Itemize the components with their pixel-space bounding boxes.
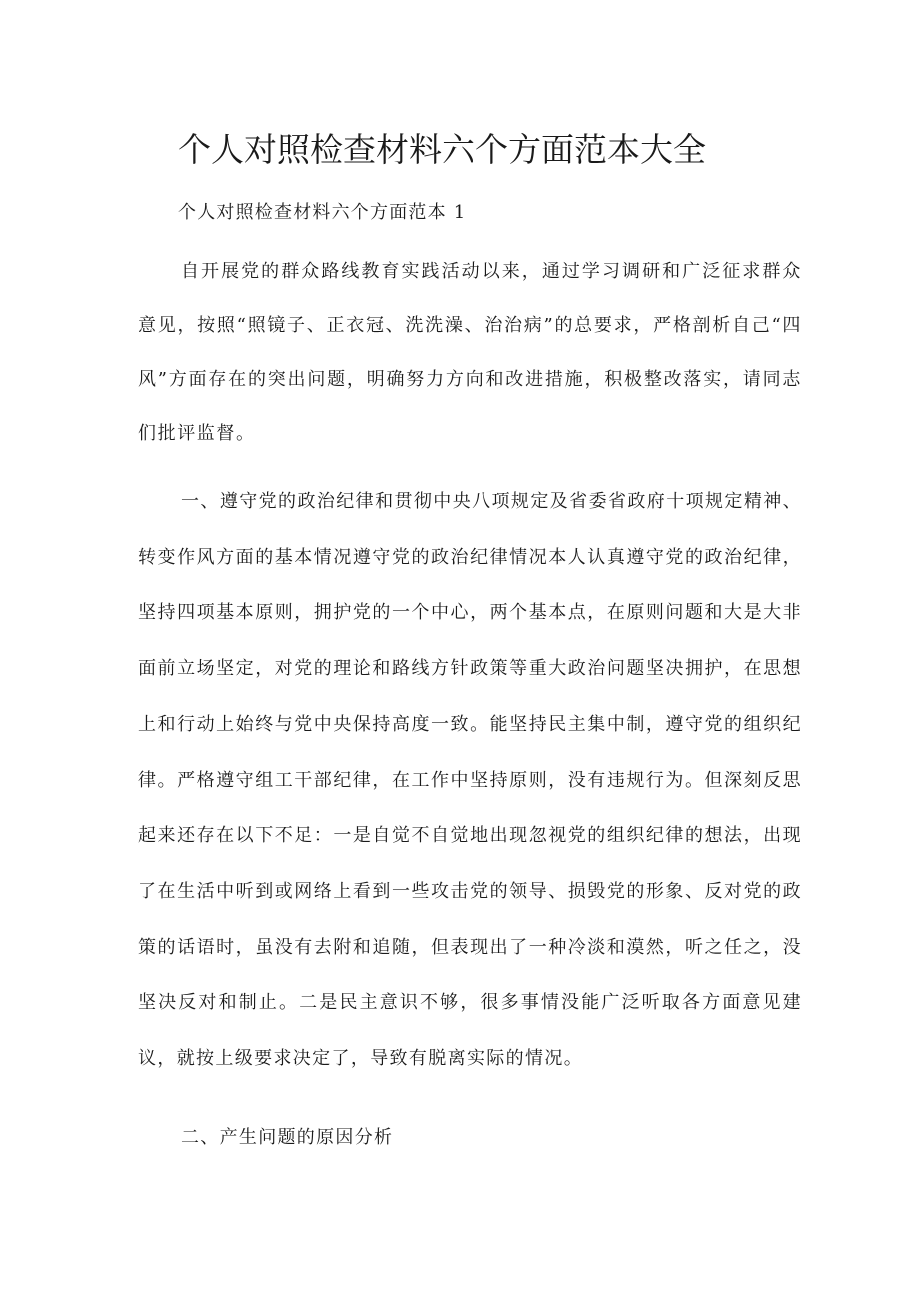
section-heading-two: 二、产生问题的原因分析: [181, 1127, 394, 1148]
document-title: 个人对照检查材料六个方面范本大全: [178, 130, 706, 169]
document-subtitle: 个人对照检查材料六个方面范本 1: [178, 202, 467, 223]
paragraph-intro: 自开展党的群众路线教育实践活动以来，通过学习调研和广泛征求群众意见，按照“照镜子、正衣冠、洗洗澡、治治病”的总要求，严格剖析自己“四风”方面存在的突出问题，明确努力方向和改进措施，积极整改落实，请同志们批评监督。: [138, 261, 802, 444]
paragraph-section-one: 一、遵守党的政治纪律和贯彻中央八项规定及省委省政府十项规定精神、转变作风方面的基本情况遵守党的政治纪律情况本人认真遵守党的政治纪律，坚持四项基本原则，拥护党的一个中心，两个基本点，在原则问题和大是大非面前立场坚定，对党的理论和路线方针政策等重大政治问题坚决拥护，在思想上和行动上始终与党中央保持高度一致。能坚持民主集中制，遵守党的组织纪律。严格遵守组工干部纪律，在工作中坚持原则，没有违规行为。但深刻反思起来还存在以下不足：一是自觉不自觉地出现忽视党的组织纪律的想法，出现了在生活中听到或网络上看到一些攻击党的领导、损毁党的形象、反对党的政策的话语时，虽没有去附和追随，但表现出了一种冷淡和漠然，听之任之，没坚决反对和制止。二是民主意识不够，很多事情没能广泛听取各方面意见建议，就按上级要求决定了，导致有脱离实际的情况。: [138, 491, 802, 1070]
